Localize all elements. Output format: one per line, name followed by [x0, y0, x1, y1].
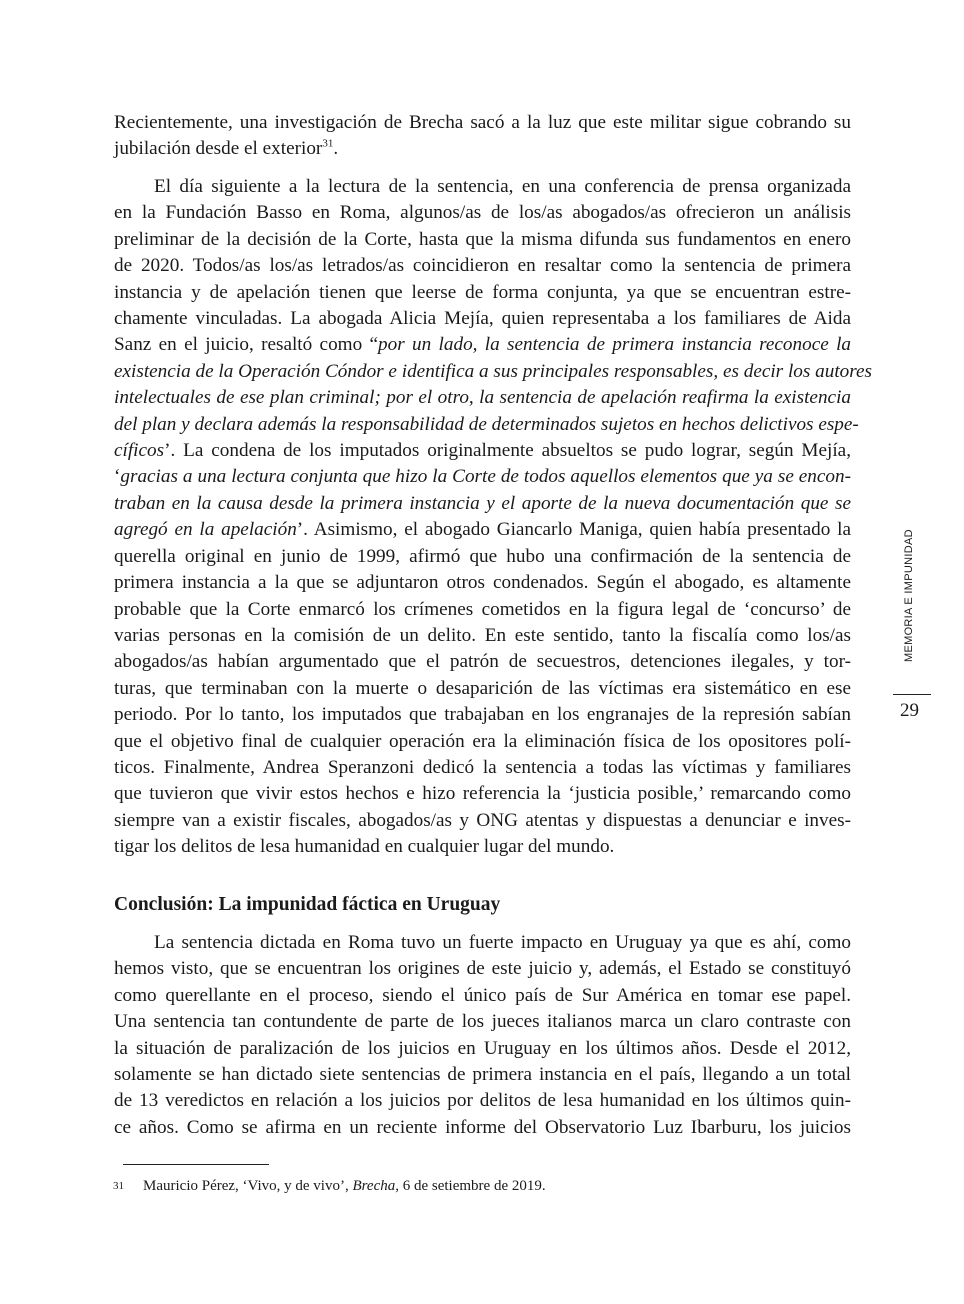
footnote: 31 Mauricio Pérez, ‘Vivo, y de vivo’, Brecha, 6 de setiembre de 2019. [113, 1178, 546, 1194]
text-line: solamente se han dictado siete sentencias de primera instancia en el país, llegando a un total [114, 1064, 851, 1086]
quote-text: existencia de la Operación Cóndor e identifica a sus principales responsables, es decir los autores [114, 360, 872, 382]
text-line: querella original en junio de 1999, afirmó que hubo una confirmación de la sentencia de [114, 545, 851, 567]
footnote-reference: 31 [322, 138, 334, 151]
section-heading: Conclusión: La impunidad fáctica en Uruguay [114, 894, 501, 915]
page-number: 29 [900, 700, 919, 721]
text-line: que el objetivo final de cualquier operación era la eliminación física de los opositores polí- [114, 730, 851, 752]
text-line: preliminar de la decisión de la Corte, hasta que la misma difunda sus fundamentos en enero [114, 228, 851, 250]
text-line: tigar los delitos de lesa humanidad en cualquier lugar del mundo. [114, 836, 615, 858]
paragraph-3 [114, 930, 851, 1141]
quote-text: traban en la causa desde la primera instancia y el aporte de la nueva documentación que se [114, 492, 851, 514]
text-line [114, 385, 851, 411]
text-line: chamente vinculadas. La abogada Alicia Mejía, quien representaba a los familiares de Aida [114, 308, 851, 330]
text-line: siempre van a existir fiscales, abogados/as y ONG atentas y dispuestas a denunciar e inves- [114, 809, 851, 831]
text-line: cíficos’. La condena de los imputados originalmente absueltos se pudo lograr, según Mejía, [114, 440, 851, 462]
text-line: Sanz en el juicio, resaltó como “por un lado, la sentencia de primera instancia reconoce la [114, 334, 851, 356]
footnote-number: 31 [113, 1180, 124, 1192]
text-line [114, 491, 851, 517]
text-line: agregó en la apelación’. Asimismo, el abogado Giancarlo Maniga, quien había presentado la [114, 519, 851, 541]
text-line: hemos visto, que se encuentran los origines de este juicio y, además, el Estado se constituyó [114, 958, 851, 980]
text-line: varias personas en la comisión de un delito. En este sentido, tanto la fiscalía como los/as [114, 624, 851, 646]
quote-text: por un lado, la sentencia de primera instancia reconoce la [378, 334, 851, 356]
text-line: instancia y de apelación tienen que leerse de forma conjunta, ya que se encuentran estre- [114, 281, 851, 303]
quote-text: cíficos [114, 440, 165, 462]
text-line: Recientemente, una investigación de Brecha sacó a la luz que este militar sigue cobrando su [114, 112, 851, 133]
text-line: abogados/as habían argumentado que el patrón de secuestros, detenciones ilegales, y tor- [114, 651, 851, 673]
footnote-divider [123, 1164, 269, 1165]
text-line: La sentencia dictada en Roma tuvo un fuerte impacto en Uruguay ya que es ahí, como [154, 932, 851, 953]
quote-text: intelectuales de ese plan criminal; por el otro, la sentencia de apelación reafirma la existencia [114, 387, 851, 409]
text-line: turas, que terminaban con la muerte o desaparición de las víctimas era sistemático en ese [114, 677, 851, 699]
running-title: MEMORIA E IMPUNIDAD [903, 529, 915, 662]
text-line: ‘gracias a una lectura conjunta que hizo la Corte de todos aquellos elementos que ya se encon- [114, 466, 851, 488]
quote-text: agregó en la apelación [114, 519, 297, 541]
paragraph-1 [114, 110, 851, 163]
quote-text: del plan y declara además la responsabilidad de determinados sujetos en hechos delictivos espe- [114, 413, 859, 435]
text-line: que tuvieron que vivir estos hechos e hizo referencia la ‘justicia posible,’ remarcando como [114, 783, 851, 805]
text-line [114, 412, 859, 438]
text-line: ce años. Como se afirma en un reciente informe del Observatorio Luz Ibarburu, los juicios [114, 1116, 851, 1138]
text-line: Una sentencia tan contundente de parte de los jueces italianos marca un claro contraste con [114, 1011, 851, 1033]
text-line: en la Fundación Basso en Roma, algunos/as de los/as abogados/as ofrecieron un análisis [114, 202, 851, 224]
publication-title: Brecha [352, 1178, 396, 1194]
page-number-rule [893, 694, 931, 695]
text-line [114, 359, 872, 385]
quote-text: gracias a una lectura conjunta que hizo la Corte de todos aquellos elementos que ya se encon- [120, 466, 851, 488]
text-line: probable que la Corte enmarcó los crímenes cometidos en la figura legal de ‘concurso’ de [114, 598, 851, 620]
text-line: de 13 veredictos en relación a los juicios por delitos de lesa humanidad en los últimos quin- [114, 1090, 851, 1112]
paragraph-2 [114, 174, 872, 861]
text-line: El día siguiente a la lectura de la sentencia, en una conferencia de prensa organizada [154, 176, 851, 197]
text-line: jubilación desde el exterior$^{31}$. [114, 138, 339, 160]
text-line: primera instancia a la que se adjuntaron otros condenados. Según el abogado, es altamente [114, 572, 851, 594]
text-line: de 2020. Todos/as los/as letrados/as coincidieron en resaltar como la sentencia de primera [114, 255, 851, 277]
text-line: periodo. Por lo tanto, los imputados que trabajaban en los engranajes de la represión sabían [114, 704, 851, 726]
text-line: la situación de paralización de los juicios en Uruguay en los últimos años. Desde el 2012, [114, 1037, 851, 1059]
text-line: ticos. Finalmente, Andrea Speranzoni dedicó la sentencia a todas las víctimas y familiares [114, 756, 851, 778]
text-line: como querellante en el proceso, siendo el único país de Sur América en tomar ese papel. [114, 984, 851, 1006]
